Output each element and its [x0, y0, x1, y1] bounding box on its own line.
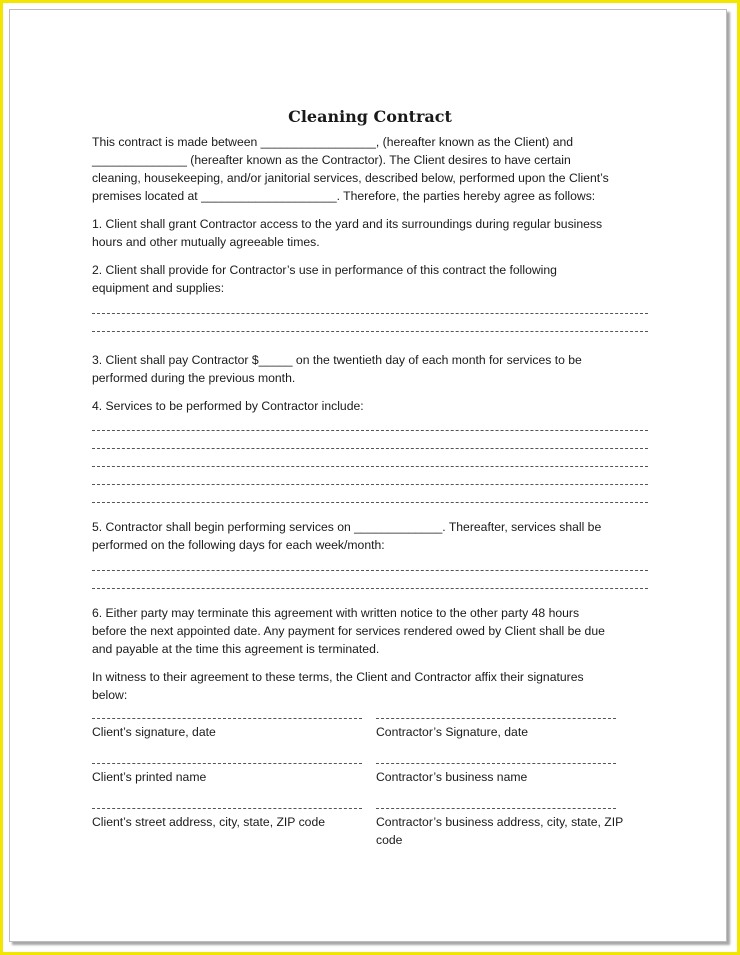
signature-line[interactable]	[92, 718, 362, 719]
intro-paragraph	[92, 133, 648, 205]
intro-line: cleaning, housekeeping, and/or janitorial services, described below, performed upon the Client’s	[92, 171, 609, 185]
fill-line[interactable]	[92, 466, 648, 468]
client-address-field[interactable]	[92, 808, 376, 849]
signature-line[interactable]	[376, 808, 616, 809]
contract-body	[92, 106, 648, 849]
clause-line: before the next appointed date. Any payment for services rendered owed by Client shall be due	[92, 624, 605, 638]
fill-line[interactable]	[92, 502, 648, 504]
fill-line[interactable]	[92, 484, 648, 486]
fill-line[interactable]	[92, 313, 648, 315]
clause-line: hours and other mutually agreeable times.	[92, 235, 320, 249]
clause-line: 6. Either party may terminate this agreement with written notice to the other party 48 hours	[92, 606, 580, 620]
signature-line[interactable]	[92, 763, 362, 764]
intro-line: This contract is made between _________________, (hereafter known as the Client) and	[92, 135, 574, 149]
clause-line: 5. Contractor shall begin performing services on _____________. Thereafter, services shall be	[92, 520, 602, 534]
clause-line: equipment and supplies:	[92, 281, 225, 295]
intro-line: premises located at ____________________. Therefore, the parties hereby agree as follows:	[92, 189, 596, 203]
clause-line: 3. Client shall pay Contractor $_____ on the twentieth day of each month for services to be	[92, 353, 582, 367]
clause-2	[92, 261, 648, 297]
client-name-field[interactable]	[92, 763, 376, 786]
page-title: Cleaning Contract	[288, 107, 452, 126]
clause-line: 1. Client shall grant Contractor access to the yard and its surroundings during regular business	[92, 217, 603, 231]
field-label: code	[376, 833, 403, 847]
clause-line: performed on the following days for each week/month:	[92, 538, 385, 552]
intro-line: ______________ (hereafter known as the Contractor). The Client desires to have certain	[92, 153, 571, 167]
field-label: Contractor’s Signature, date	[376, 725, 528, 739]
witness-paragraph	[92, 668, 648, 704]
field-label: Contractor’s business name	[376, 770, 528, 784]
clause-line: performed during the previous month.	[92, 371, 296, 385]
contractor-signature-field[interactable]	[376, 718, 646, 741]
field-label: Client’s signature, date	[92, 725, 216, 739]
clause-6	[92, 604, 648, 658]
clause-3	[92, 351, 648, 387]
fill-line[interactable]	[92, 448, 648, 450]
field-label: Client’s street address, city, state, ZIP code	[92, 815, 326, 829]
clause-line: and payable at the time this agreement is terminated.	[92, 642, 380, 656]
witness-line: In witness to their agreement to these terms, the Client and Contractor affix their signatures	[92, 670, 584, 684]
clause-line: 2. Client shall provide for Contractor’s use in performance of this contract the following	[92, 263, 557, 277]
clause-4	[92, 397, 648, 415]
field-label: Contractor’s business address, city, state, ZIP	[376, 815, 624, 829]
contractor-address-field[interactable]	[376, 808, 646, 849]
fill-line[interactable]	[92, 588, 648, 590]
witness-line: below:	[92, 688, 128, 702]
signature-block	[92, 704, 648, 849]
signature-line[interactable]	[376, 718, 616, 719]
fill-line[interactable]	[92, 570, 648, 572]
field-label: Client’s printed name	[92, 770, 207, 784]
clause-5	[92, 518, 648, 554]
signature-line[interactable]	[376, 763, 616, 764]
client-signature-field[interactable]	[92, 718, 376, 741]
clause-line: 4. Services to be performed by Contractor include:	[92, 399, 364, 413]
contractor-business-field[interactable]	[376, 763, 646, 786]
fill-line[interactable]	[92, 331, 648, 333]
clause-1	[92, 215, 648, 251]
signature-line[interactable]	[92, 808, 362, 809]
fill-line[interactable]	[92, 430, 648, 432]
